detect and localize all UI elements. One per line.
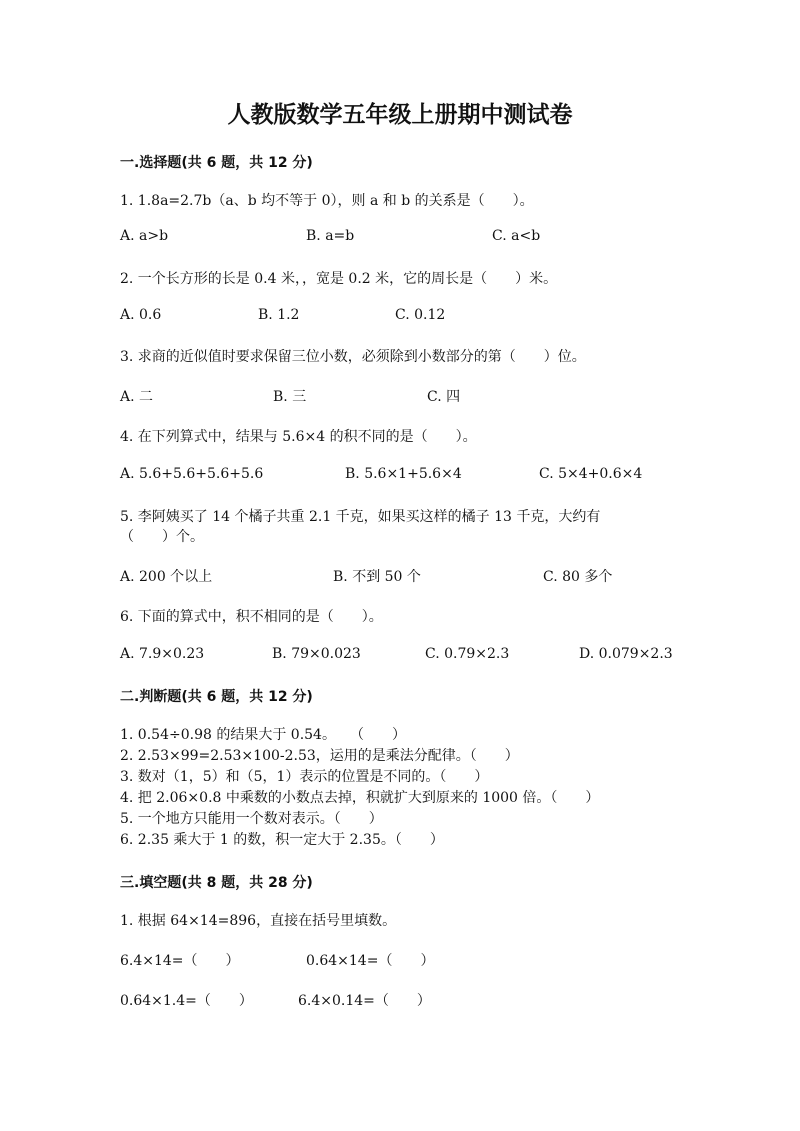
option-6d: D. 0.079×2.3	[579, 646, 673, 662]
option-5b: B. 不到 50 个	[333, 569, 421, 585]
fill-blank-2: 0.64×14=（ ）	[306, 953, 435, 969]
option-4b: B. 5.6×1+5.6×4	[345, 466, 462, 482]
option-3b: B. 三	[273, 389, 307, 405]
question-6: 6. 下面的算式中，积不相同的是（ ）。	[120, 609, 383, 625]
judge-item-6: 6. 2.35 乘大于 1 的数，积一定大于 2.35。（ ）	[120, 832, 444, 848]
question-5: 5. 李阿姨买了 14 个橘子共重 2.1 千克，如果买这样的橘子 13 千克，大约有	[120, 509, 601, 525]
fill-blank-1: 6.4×14=（ ）	[120, 953, 240, 969]
question-1: 1. 1.8a=2.7b（a、b 均不等于 0），则 a 和 b 的关系是（ ）。	[120, 193, 534, 209]
option-6a: A. 7.9×0.23	[120, 646, 205, 662]
fill-blank-4: 6.4×0.14=（ ）	[298, 993, 431, 1009]
question-3: 3. 求商的近似值时要求保留三位小数，必须除到小数部分的第（ ）位。	[120, 349, 586, 365]
option-6b: B. 79×0.023	[272, 646, 361, 662]
question-2: 2. 一个长方形的长是 0.4 米，，宽是 0.2 米，它的周长是（ ）米。	[120, 271, 558, 287]
judge-item-1: 1. 0.54÷0.98 的结果大于 0.54。 （ ）	[120, 727, 406, 743]
judge-item-4: 4. 把 2.06×0.8 中乘数的小数点去掉，积就扩大到原来的 1000 倍。（ ）	[120, 790, 600, 806]
option-2c: C. 0.12	[395, 307, 446, 323]
option-4a: A. 5.6+5.6+5.6+5.6	[120, 466, 264, 482]
option-3a: A. 二	[120, 389, 154, 405]
section-heading-fill: 三.填空题(共 8 题，共 28 分)	[120, 875, 313, 891]
question-5-cont: （ ）个。	[120, 529, 204, 545]
question-4: 4. 在下列算式中，结果与 5.6×4 的积不同的是（ ）。	[120, 429, 477, 445]
judge-item-2: 2. 2.53×99=2.53×100-2.53，运用的是乘法分配律。（ ）	[120, 748, 519, 764]
section-heading-choice: 一.选择题(共 6 题，共 12 分)	[120, 155, 313, 171]
option-2a: A. 0.6	[120, 307, 162, 323]
option-5c: C. 80 多个	[543, 569, 613, 585]
judge-item-3: 3. 数对（1，5）和（5，1）表示的位置是不同的。（ ）	[120, 769, 489, 785]
option-6c: C. 0.79×2.3	[425, 646, 510, 662]
option-5a: A. 200 个以上	[120, 569, 213, 585]
fill-question-1: 1. 根据 64×14=896，直接在括号里填数。	[120, 913, 397, 929]
section-heading-judge: 二.判断题(共 6 题，共 12 分)	[120, 689, 313, 705]
option-1a: A. a>b	[120, 228, 169, 244]
judge-item-5: 5. 一个地方只能用一个数对表示。（ ）	[120, 811, 383, 827]
option-2b: B. 1.2	[258, 307, 300, 323]
option-4c: C. 5×4+0.6×4	[539, 466, 643, 482]
page-title: 人教版数学五年级上册期中测试卷	[227, 102, 573, 128]
fill-blank-3: 0.64×1.4=（ ）	[120, 993, 253, 1009]
option-3c: C. 四	[427, 389, 461, 405]
option-1b: B. a=b	[306, 228, 355, 244]
option-1c: C. a<b	[492, 228, 541, 244]
